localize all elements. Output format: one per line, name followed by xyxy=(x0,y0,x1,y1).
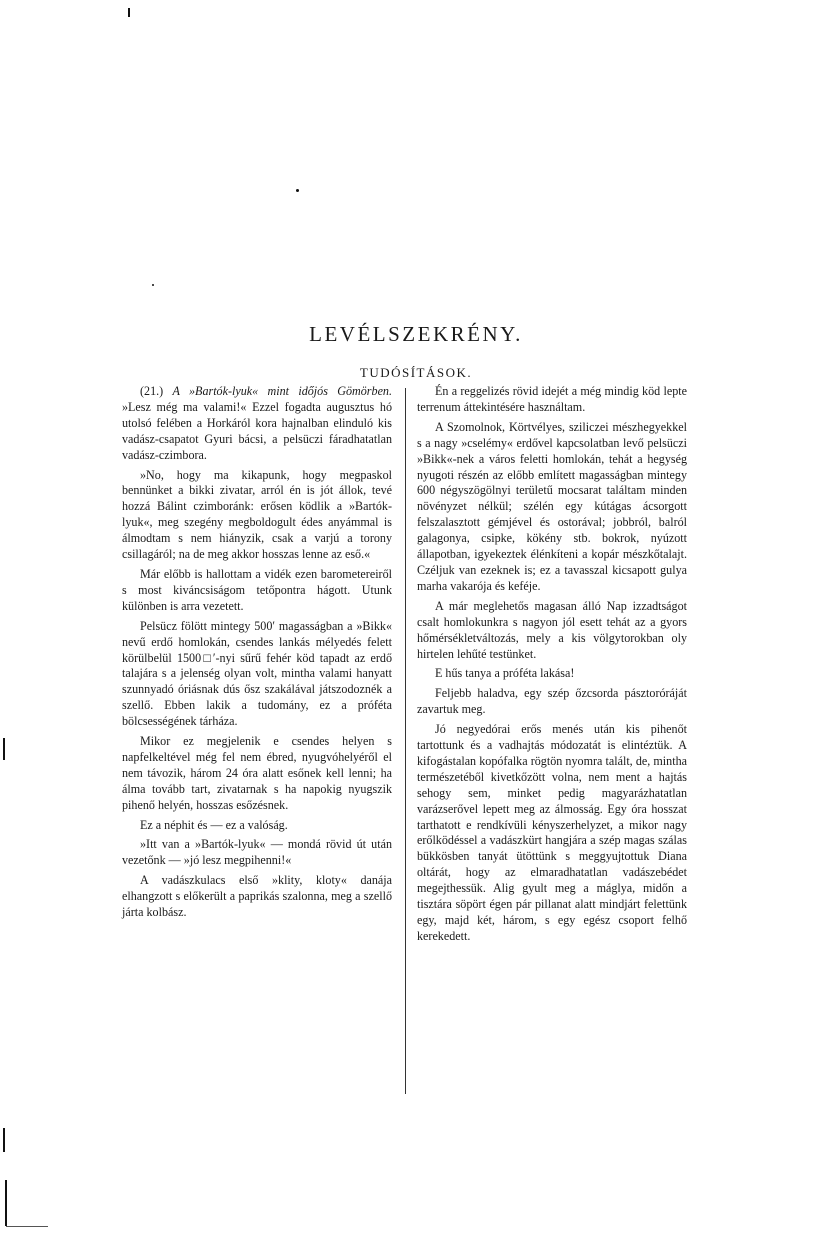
scan-mark-top xyxy=(128,8,130,17)
scan-mark-left xyxy=(3,738,5,760)
paragraph: A már meglehetős magasan álló Nap izzadtságot csalt homlokunkra s nagyon jól esett tehát az a gyors hőmérsékletváltozás, mely a kis völgytorokban oly hirtelen lehűté testünket. xyxy=(417,598,687,661)
column-divider xyxy=(405,388,406,1094)
scan-mark-bottom xyxy=(6,1226,48,1227)
paragraph: Én a reggelizés rövid idejét a még mindig köd lepte terrenum áttekintésére használtam. xyxy=(417,384,687,414)
paragraph: Ez a néphit és — ez a valóság. xyxy=(140,817,288,832)
scan-mark-left xyxy=(3,1128,5,1152)
paragraph-text: »Lesz még ma valami!« Ezzel fogadta augusztus hó utolsó felében a Horkáról kora hajnalban elinduló kis vadász-csapatot Gyuri bácsi, a pelsüczi fáradhatatlan vadász-czimbora. xyxy=(122,399,392,462)
scan-mark-left xyxy=(5,1180,7,1226)
paragraph: Feljebb haladva, egy szép őzcsorda pásztoróráját zavartuk meg. xyxy=(417,686,687,717)
paragraph: Jó negyedórai erős menés után kis pihenőt tartottunk és a vadhajtás módozatát is elintéztük. A kifogástalan kopófalka rögtön nyomra talált, de, mintha természetéből kivetkőzött volna, nem ment a hajtás sehogy sem, minket pedig magyarázhatatlan varázserővel lepett meg az álmosság. Egy óra hosszat tarthatott e rendkívüli kényszerhelyzet, a mikor nagy erőlködéssel a vadászkürt hangjára a szép magas szálas bükkösben tanyát ütöttünk s meggyujtottuk Diana oltárát, hogy az elmaradhatatlan vadászebédet megejthessük. Alig gyult meg a máglya, midőn a tisztára söpört égen pár pillanat alatt mindjárt felettünk egy, majd két, három, s egy egész csoport felhő kerekedett. xyxy=(417,722,687,943)
scan-speck xyxy=(152,284,154,286)
section-title: LEVÉLSZEKRÉNY. xyxy=(309,322,523,346)
section-subtitle: TUDÓSÍTÁSOK. xyxy=(359,365,473,380)
paragraph: A Szomolnok, Körtvélyes, sziliczei mészhegyekkel s a nagy »cselémy« erdővel kapcsolatban levő pelsüczi »Bikk«-nek a város feletti homlokán, tehát a hegység nyugoti részén az előbb említett magasságban mintegy 600 négyszögölnyi területű mocsarat találtam minden növényzet nélkül; szélén egy kútágas ácsorgott felszalasztott gémjével és ostorával; jobbról, balról galagonya, csipke, kökény stb. bokrok, nyúzott állapotban, igyekeztek élénkíteni a kopár mészkőtalajt. Czéljuk van ezeknek is; ez a tavasszal kicsapott gulya marha vakarója és keféje. xyxy=(417,419,687,593)
paragraph: A vadászkulacs első »klity, kloty« danája elhangzott s előkerült a paprikás szalonna, meg a szellő járta kolbász. xyxy=(122,873,392,920)
right-column xyxy=(417,384,687,949)
paragraph: »No, hogy ma kikapunk, hogy megpaskol bennünket a bikki zivatar, arról én is jót állok, tevé hozzá Bálint czimboránk: erősen ködlik a »Bartók-lyuk«, meg szegény megboldogult édes anyámmal is álmodtam s nem hiányzik, csak a varjú a torony csillagáról; na de meg akkor hosszas lenne az eső.« xyxy=(122,467,392,562)
paragraph xyxy=(122,384,392,464)
left-column xyxy=(122,384,392,925)
report-title: A »Bartók-lyuk« mint időjós Gömörben. xyxy=(172,384,393,398)
paragraph: Már előbb is hallottam a vidék ezen barometereiről s most kiváncsiságom tetőpontra hágott. Utunk különben is arra vezetett. xyxy=(122,566,392,613)
report-number: (21.) xyxy=(140,384,164,398)
paragraph: Mikor ez megjelenik e csendes helyen s napfelkeltével még fel nem ébred, nyugvóhelyéről el nem távozik, három 24 óra alatt esőnek kell lenni; ha álma tovább tart, zivatarnak s ha napokig nyugszik pihenő helyén, hosszas esőzésnek. xyxy=(122,734,392,812)
paragraph: Pelsücz fölött mintegy 500′ magasságban a »Bikk« nevű erdő homlokán, csendes lankás mélyedés felett körülbelül 1500□′-nyi sűrű fehér köd tapadt az erdő talajára s a jelenség olyan volt, mintha valami hanyatt szunnyadó óriásnak dús ősz szakálával játszodoznék a szellő. Ebben lakik a tudomány, ez a próféta bölcsességének tárháza. xyxy=(122,618,392,729)
paragraph: »Itt van a »Bartók-lyuk« — mondá rövid út után vezetőnk — »jó lesz megpihenni!« xyxy=(122,837,392,868)
scan-speck xyxy=(296,189,299,192)
paragraph: E hűs tanya a próféta lakása! xyxy=(435,666,575,681)
